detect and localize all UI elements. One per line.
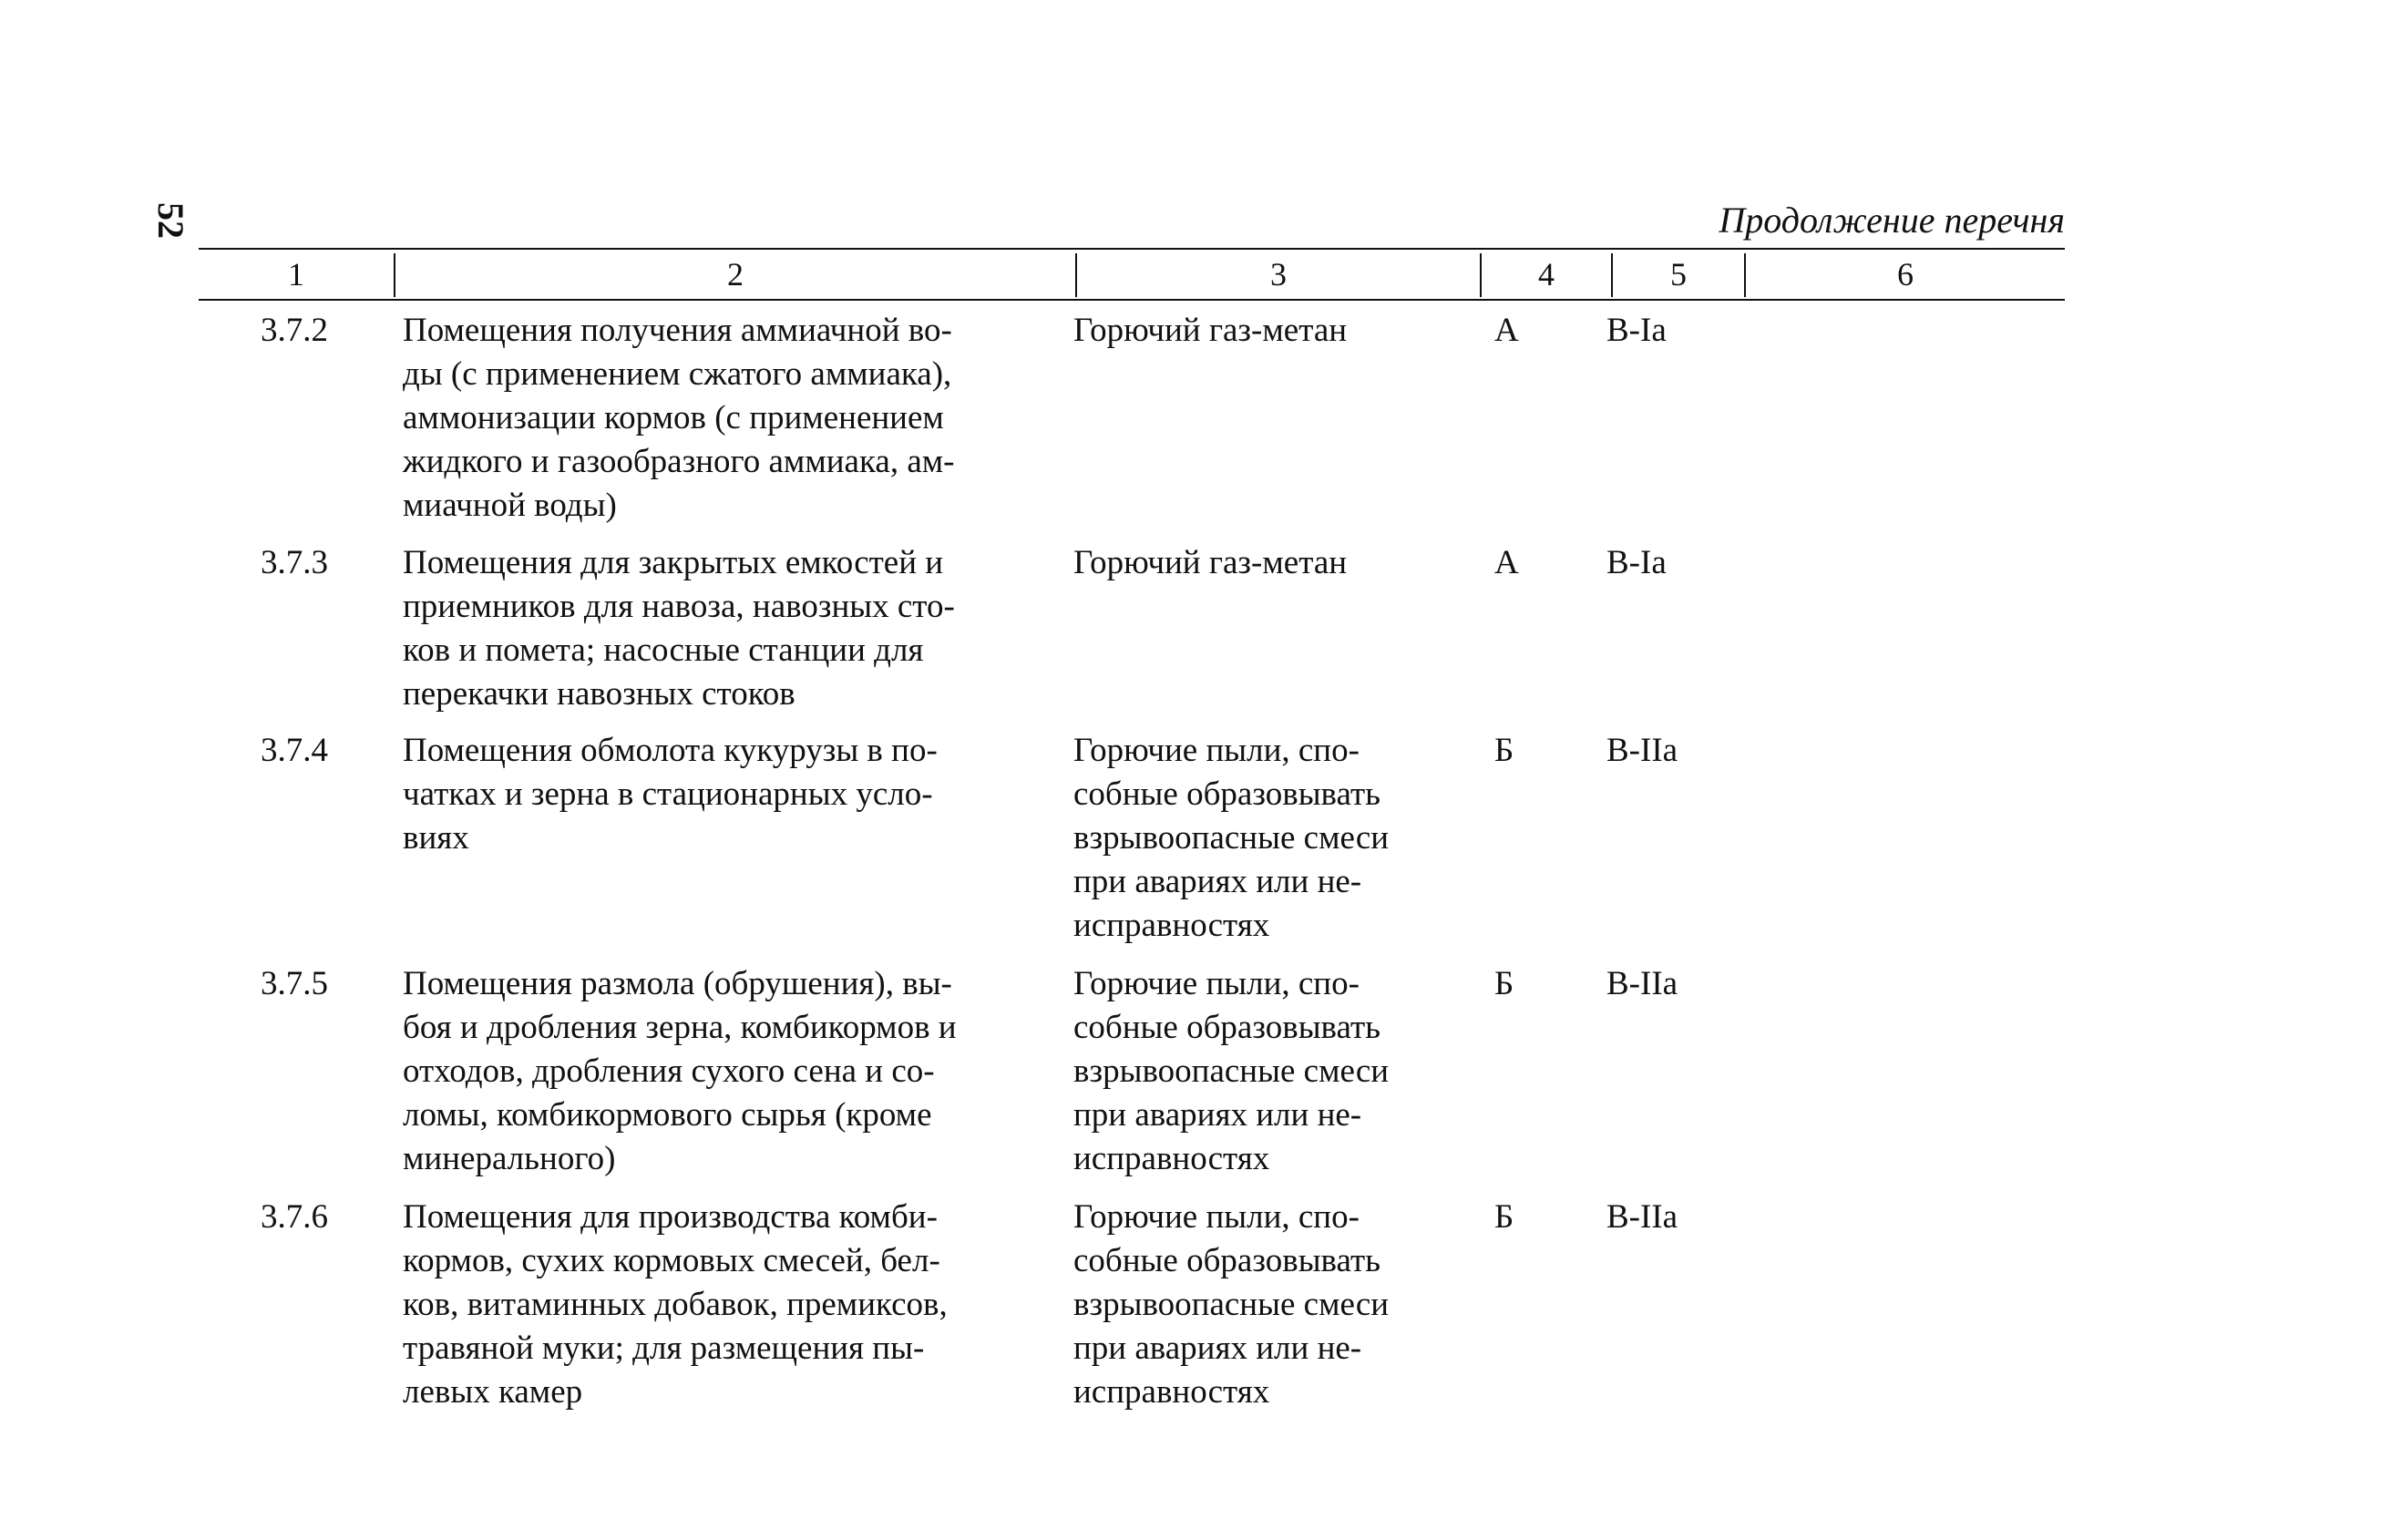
continuation-label: Продолжение перечня [1719,200,2065,241]
table-header [199,248,2065,301]
hazard-category: А [1494,312,1519,349]
room-description: Помещения обмолота кукурузы в по- чатках и зерна в стационарных усло- виях [403,732,938,857]
hazardous-substance: Горючие пыли, спо- собные образовывать взрывоопасные смеси при авариях или не- исправностях [1073,732,1390,944]
hazard-category: Б [1494,965,1514,1002]
hazard-category: Б [1494,732,1514,769]
zone-class: B-IIa [1606,1198,1678,1236]
header-col-4: 4 [1538,256,1555,293]
hazardous-substance: Горючий газ-метан [1073,544,1348,581]
header-col-1: 1 [288,256,304,293]
header-col-6: 6 [1897,256,1914,293]
page-number: 52 [150,202,192,239]
room-description: Помещения получения аммиачной во- ды (с применением сжатого аммиака), аммонизации кормов (с применением жидкого и газообразного аммиака, ам- миачной воды) [403,312,955,524]
zone-class: B-IIa [1606,965,1678,1002]
zone-class: B-Ia [1606,544,1667,581]
row-number: 3.7.3 [261,544,328,581]
header-col-2: 2 [727,256,744,293]
hazardous-substance: Горючие пыли, спо- собные образовывать взрывоопасные смеси при авариях или не- исправностях [1073,965,1390,1177]
hazardous-substance: Горючий газ-метан [1073,312,1348,349]
hazard-table [199,248,2065,1411]
row-number: 3.7.2 [261,312,328,349]
hazard-category: Б [1494,1198,1514,1236]
header-col-3: 3 [1270,256,1287,293]
row-number: 3.7.5 [261,965,328,1002]
hazard-category: А [1494,544,1519,581]
room-description: Помещения размола (обрушения), вы- боя и дробления зерна, комбикормов и отходов, дробления сухого сена и со- ломы, комбикормового сырья (кроме минерального) [403,965,957,1177]
row-number: 3.7.4 [261,732,328,769]
zone-class: B-Ia [1606,312,1667,349]
row-number: 3.7.6 [261,1198,328,1236]
zone-class: B-IIa [1606,732,1678,769]
room-description: Помещения для закрытых емкостей и приемников для навоза, навозных сто- ков и помета; насосные станции для перекачки навозных стоков [403,544,955,713]
room-description: Помещения для производства комби- кормов, сухих кормовых смесей, бел- ков, витаминных добавок, премиксов, травяной муки; для размещения пы- левых камер [403,1198,948,1411]
hazardous-substance: Горючие пыли, спо- собные образовывать взрывоопасные смеси при авариях или не- исправностях [1073,1198,1390,1411]
header-col-5: 5 [1670,256,1687,293]
